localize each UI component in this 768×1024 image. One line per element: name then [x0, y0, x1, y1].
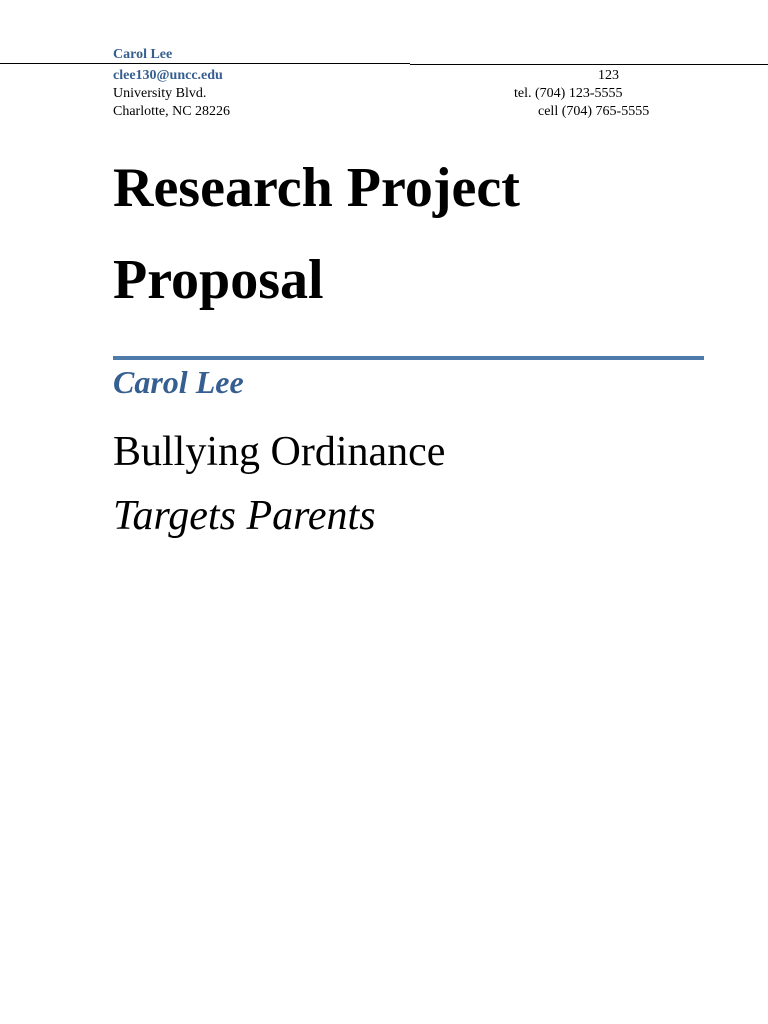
- author-name: Carol Lee: [113, 364, 244, 400]
- document-subtitle: Bullying Ordinance: [113, 429, 446, 475]
- header-city: Charlotte, NC 28226: [113, 104, 231, 119]
- header-street: University Blvd.: [113, 86, 207, 101]
- document-subtitle-line2: Targets Parents: [113, 493, 376, 539]
- header-divider-left: [0, 63, 410, 64]
- header-divider-right: [410, 64, 768, 65]
- header-email: clee130@uncc.edu: [113, 68, 223, 83]
- header-cellphone: cell (704) 765-5555: [538, 104, 650, 119]
- header-telephone: tel. (704) 123-5555: [514, 86, 623, 101]
- document-title: Research Project Proposal: [113, 157, 520, 311]
- header-name: Carol Lee: [113, 47, 173, 62]
- header-number: 123: [598, 68, 619, 83]
- title-divider: [113, 356, 704, 360]
